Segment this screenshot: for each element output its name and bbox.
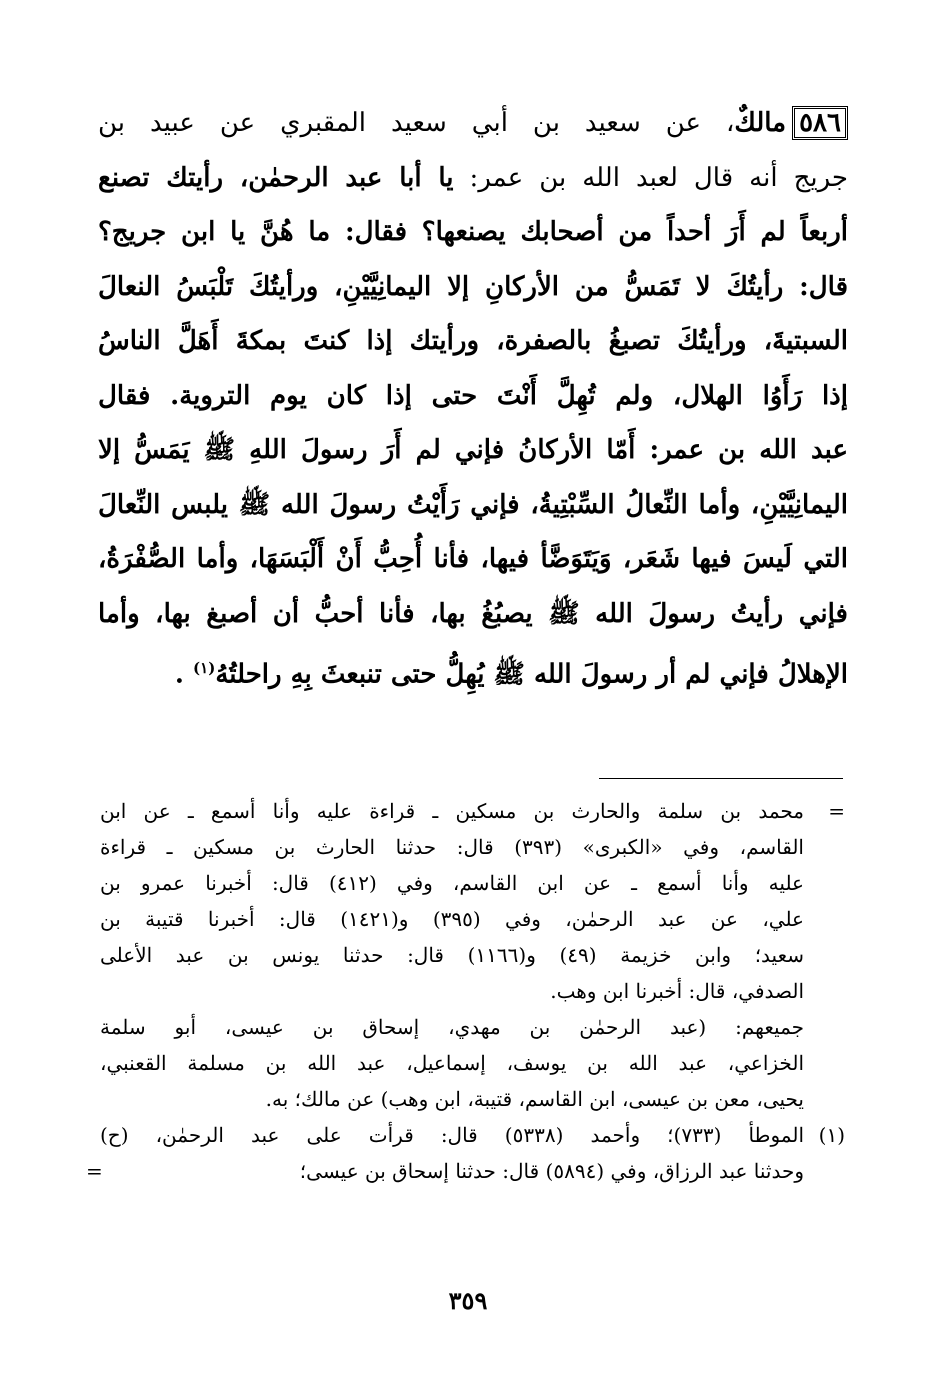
footnote-line: علي، عن عبد الرحمٰن، وفي (٣٩٥) و(١٤٢١) قال: أخبرنا قتيبة بن [100, 907, 804, 931]
hadith-line: أربعاً لم أَرَ أحداً من أصحابك يصنعها؟ فقال: ما هُنَّ يا ابن جريج؟ [98, 217, 848, 247]
hadith-line: إذا رَأَوُا الهلال، ولم تُهِلَّ أَنْتَ حتى إذا كان يوم التروية. فقال [98, 380, 848, 411]
hadith-line: اليمانِيَّيْنِ، وأما النِّعالُ السِّبْتِيةُ، فإني رَأَيْتُ رسولَ الله ﷺ يلبس النِّعالَ [98, 489, 848, 520]
footnote-ref: (١) [193, 659, 216, 677]
footnote-line: عليه وأنا أسمع ـ عن ابن القاسم، وفي (٤١٢) قال: أخبرنا عمرو بن [100, 871, 804, 895]
footnotes [86, 793, 845, 1189]
hadith-line: قال: رأيتُكَ لا تَمَسُّ من الأركانِ إلا اليمانِيَّيْنِ، ورأيتُكَ تَلْبَسُ النعالَ [98, 271, 848, 302]
footnote-divider [599, 778, 843, 779]
hadith-number: ٥٨٦ [792, 106, 848, 140]
continuation-mark: = [828, 799, 845, 823]
hadith-line: جريج أنه قال لعبد الله بن عمر: يا أبا عبد الرحمٰن، رأيتك تصنع [98, 162, 849, 193]
footnote-line: الصدفي، قال: أخبرنا ابن وهب. [550, 979, 804, 1003]
hadith-line: الإهلالُ فإني لم أر رسولَ الله ﷺ يُهِلُّ حتى تنبعثَ بِهِ راحلتُهُ$^{(١)}$ . [174, 659, 848, 690]
narrator: مالكٌ [734, 108, 787, 138]
footnote-marker: (١) [818, 1123, 845, 1147]
hadith-line: التي لَيسَ فيها شَعَر، وَيَتَوَضَّأ فيها، فأنا أُحِبُّ أَنْ أَلْبَسَهَا، وأما الصُّفْرَةُ، [98, 544, 848, 574]
footnote-line: وحدثنا عبد الرزاق، وفي (٥٨٩٤) قال: حدثنا إسحاق بن عيسى؛ = [100, 1153, 845, 1189]
hadith-line: السبتيةَ، ورأيتُكَ تصبغُ بالصفرة، ورأيتك إذا كنتَ بمكةَ أَهَلَّ الناسُ [98, 326, 848, 356]
footnote-line: = محمد بن سلمة والحارث بن مسكين ـ قراءة عليه وأنا أسمع ـ عن ابن [100, 793, 845, 829]
hadith-line: ٥٨٦مالكٌ، عن سعيد بن أبي سعيد المقبري عن عبيد بن [98, 96, 848, 151]
hadith-line: عبد الله بن عمر: أَمّا الأركانُ فإني لم أَرَ رسولَ اللهِ ﷺ يَمَسُّ إلا [98, 435, 848, 465]
continuation-mark-end: = [86, 1159, 103, 1183]
footnote-line: جميعهم: (عبد الرحمٰن بن مهدي، إسحاق بن عيسى، أبو سلمة [100, 1015, 804, 1039]
footnote-line: يحيى، معن بن عيسى، ابن القاسم، قتيبة، ابن وهب) عن مالك؛ به. [265, 1087, 804, 1111]
page-number: ٣٥٩ [448, 1286, 488, 1315]
footnote-line: الخزاعي، عبد الله بن يوسف، إسماعيل، عبد الله بن مسلمة القعنبي، [100, 1051, 804, 1075]
hadith-text [98, 96, 848, 702]
footnote-line: (١) الموطأ (٧٣٣)؛ وأحمد (٥٣٣٨) قال: قرأت على عبد الرحمٰن، (ح) [100, 1117, 845, 1153]
footnote-line: القاسم، وفي «الكبرى» (٣٩٣) قال: حدثنا الحارث بن مسكين ـ قراءة [100, 835, 804, 859]
hadith-line: فإني رأيتُ رسولَ الله ﷺ يصبُغُ بها، فأنا أحبُّ أن أصبغ بها، وأما [98, 598, 848, 629]
footnote-line: سعيد؛ وابن خزيمة (٤٩) و(١١٦٦) قال: حدثنا يونس بن عبد الأعلى [100, 943, 804, 967]
